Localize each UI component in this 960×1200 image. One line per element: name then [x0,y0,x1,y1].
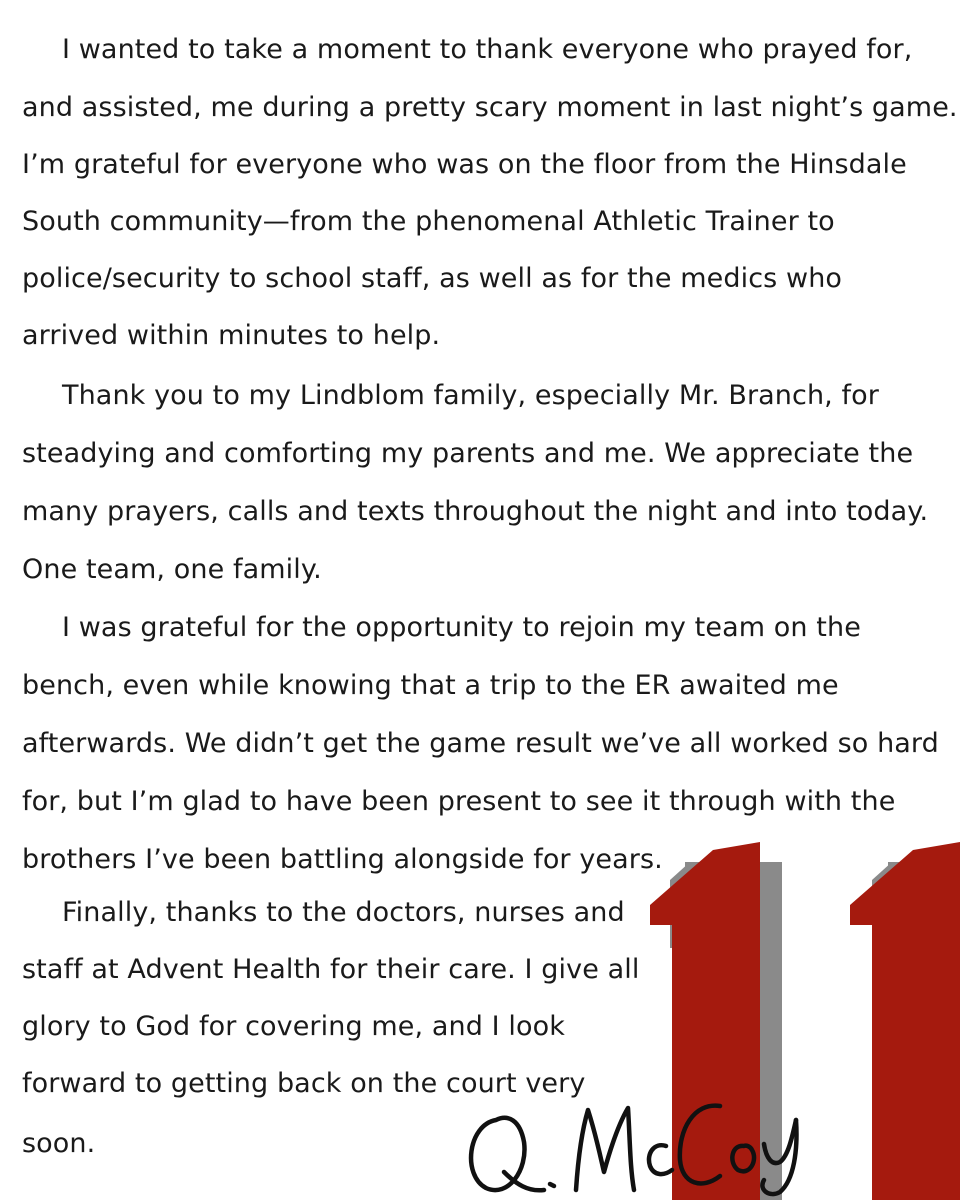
letter-line: I’m grateful for everyone who was on the floor from the Hinsdale [22,149,907,180]
letter-line: arrived within minutes to help. [22,320,441,351]
letter-line: I wanted to take a moment to thank everyone who prayed for, [62,34,913,65]
letter-line: bench, even while knowing that a trip to the ER awaited me [22,670,839,701]
letter-line: Finally, thanks to the doctors, nurses and [62,897,625,928]
letter-line: One team, one family. [22,554,322,585]
letter-line: brothers I’ve been battling alongside for years. [22,844,663,875]
letter-line: South community—from the phenomenal Athletic Trainer to [22,206,835,237]
letter-line: glory to God for covering me, and I look [22,1011,565,1042]
digit-one-right [850,842,960,1200]
letter-line: steadying and comforting my parents and me. We appreciate the [22,438,914,469]
letter-line: afterwards. We didn’t get the game result we’ve all worked so hard [22,728,939,759]
letter-line: soon. [22,1128,96,1159]
letter-line: and assisted, me during a pretty scary moment in last night’s game. [22,92,958,123]
letter-line: police/security to school staff, as well as for the medics who [22,263,843,294]
letter-line: Thank you to my Lindblom family, especially Mr. Branch, for [62,380,879,411]
letter-line: many prayers, calls and texts throughout the night and into today. [22,496,929,527]
letter-line: forward to getting back on the court very [22,1068,586,1099]
letter-line: for, but I’m glad to have been present to see it through with the [22,786,896,817]
signature [458,1080,818,1200]
letter-line: I was grateful for the opportunity to rejoin my team on the [62,612,861,643]
letter-line: staff at Advent Health for their care. I give all [22,954,640,985]
